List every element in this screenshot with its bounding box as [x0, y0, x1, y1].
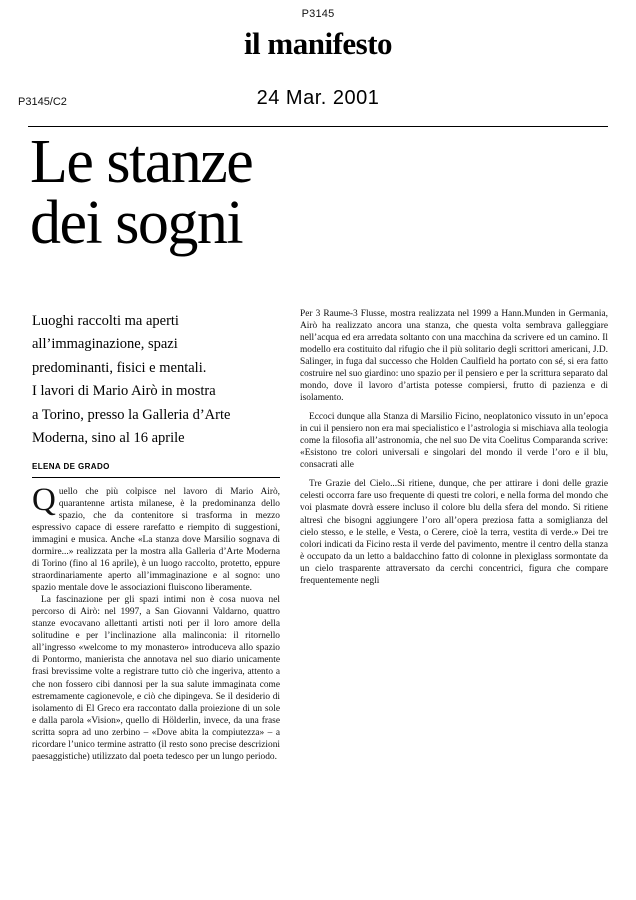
masthead-divider [28, 126, 608, 127]
standfirst-line-3: predominanti, fisici e mentali. [32, 359, 207, 376]
standfirst-line-2: all’immaginazione, spazi [32, 336, 178, 353]
body-paragraph: La fascinazione per gli spazi intimi non è cosa nuova nel percorso di Airò: nel 1997, a San Giovanni Valdarno, quattro stanze evocavano allettanti artisti noti per il loro amore della solitudine e per l’inclinazione alla malinconia: il ritornello all’ingresso «welcome to my monastero» introduceva allo spazio di Pontormo, manierista che annotava nel suo diario unicamente frasi brevissime volte a registrare tutto ciò che ingeriva, attento a che non fossero cibi dannosi per la sua salute immaginata come estremamente cagionevole, e ciò che dipingeva. Se il desiderio di isolamento di El Greco era raccontato dalla proiezione di un sole e dalla parola «Vision», quello di Hölderlin, invece, da una frase scritta sopra ad uno zerbino – «Dove abita la compiutezza» – a ricordare l’unico termine astratto (il resto sono precise descrizioni paesaggistiche) utilizzato dal poeta tedesco per un lungo periodo. [32, 595, 280, 762]
archive-code-top: P3145 [301, 8, 335, 20]
body-paragraph: Eccoci dunque alla Stanza di Marsilio Ficino, neoplatonico vissuto in un’epoca in cui il pensiero non era mai specialistico e l’astrologia si mischiava alla teologia come la filosofia all’astronomia, che nel suo De vita Coelitus Comparanda scrive: «Esistono tre colori universali e singolari del mondo il verde l’oro e il blu, consacrati alle [300, 412, 608, 471]
standfirst [32, 310, 280, 451]
body-paragraph-text: uello che più colpisce nel lavoro di Mario Airò, quarantenne artista milanese, è la predominanza dello spazio, che da contenitore si trasforma in mezzo espressivo capace di essere rarefatto e riempito di suggestioni, immagini e musica. Anche «La stanza dove Marsilio sognava di dormire...» realizzata per la mostra alla Galleria d’Arte Moderna di Torino (fino al 16 aprile), è un luogo raccolto, protetto, eppure straordinariamente aperto all’immaginazione e al sogno: uno spazio mentale dove le associazioni fluiscono liberamente. [32, 487, 280, 594]
standfirst-line-6: Moderna, sino al 16 aprile [32, 430, 185, 447]
archive-code-left: P3145/C2 [18, 96, 67, 108]
body-column-left [32, 482, 280, 763]
body-column-right [300, 308, 608, 587]
page-title [30, 128, 550, 258]
headline-line-1: Le stanze [30, 128, 253, 196]
issue-date: 24 Mar. 2001 [256, 87, 380, 109]
byline-divider [32, 477, 280, 478]
standfirst-line-4: I lavori di Mario Airò in mostra [32, 383, 216, 400]
body-paragraph [32, 482, 280, 594]
headline-line-2: dei sogni [30, 189, 243, 258]
standfirst-line-5: a Torino, presso la Galleria d’Arte [32, 406, 231, 423]
body-paragraph: Tre Grazie del Cielo...Si ritiene, dunque, che per attirare i doni delle grazie celesti occorra fare uso frequente di questi tre colori, e nella forma del mondo che voi plasmate dovrà essere incluso il colore blu della sfera del mondo. Si ritiene altresì che bisogni aggiungere l’oro all’opera preziosa fatta a somiglianza del cielo stesso, e le stelle, e Vesta, o Cerere, cioè la terra, vestita di verde.» Dei tre colori indicati da Ficino resta il verde del pavimento, mentre il centro della stanza è occupato da un letto a baldacchino fatto di colonne in plexiglass sormontate da un cielo trasparente attraversato da cerchi concentrici, figura che compare frequentemente negli [300, 479, 608, 586]
masthead-title: il manifesto [243, 26, 393, 61]
byline: ELENA DE GRADO [32, 462, 110, 471]
drop-cap: Q [32, 482, 56, 518]
standfirst-line-1: Luoghi raccolti ma aperti [32, 313, 179, 329]
body-paragraph: Per 3 Raume-3 Flusse, mostra realizzata nel 1999 a Hann.Munden in Germania, Airò ha realizzato ancora una stanza, che questa volta sembrava galleggiare nell’acqua ed era arredata soltanto con una macchina da scrivere ed un camino. Il modello era costituito dal rifugio che il più solitario degli scrittori americani, J.D. Salinger, in fuga dal successo che Holden Caulfield ha portato con sé, si era fatto costruire nel suo giardino: uno spazio per il pensiero e per la scrittura separato dal mondo, dove il lavoro d’artista potesse compiersi, frutto di pazienza e di isolamento. [300, 309, 608, 404]
